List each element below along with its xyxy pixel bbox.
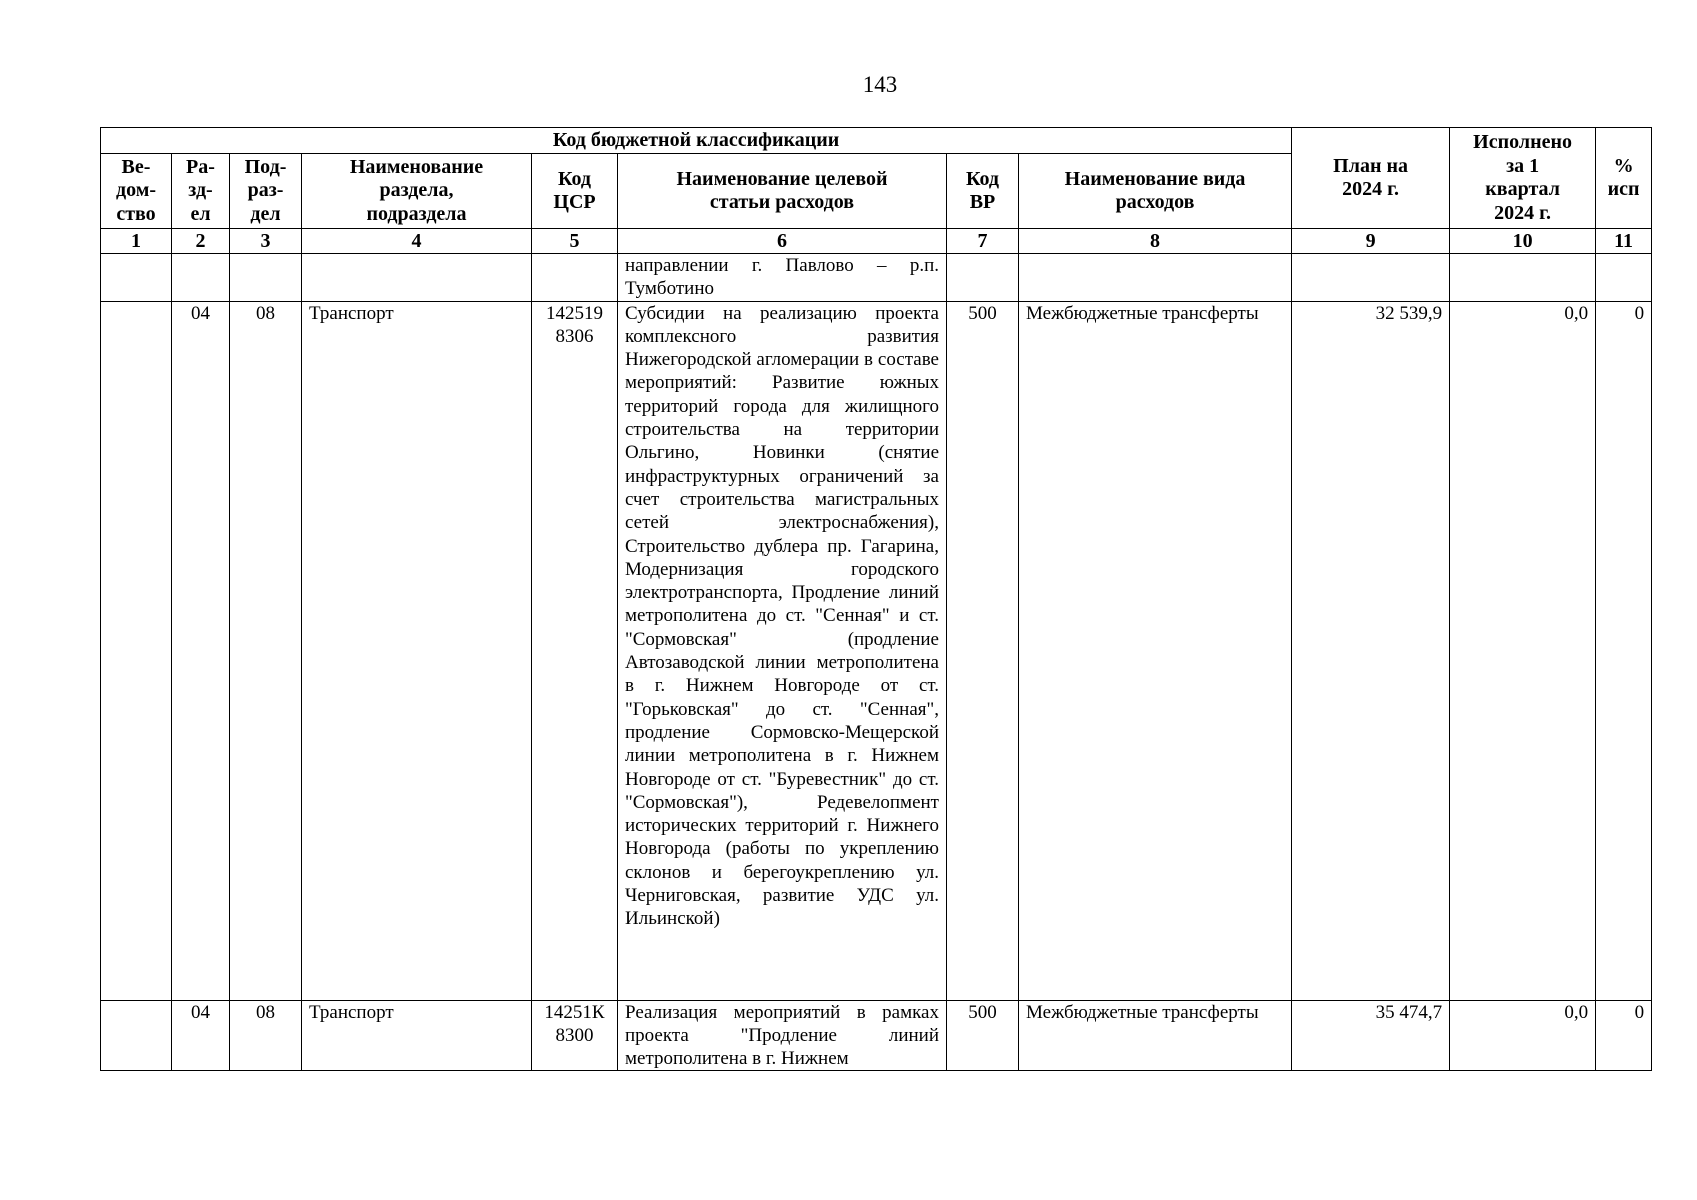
cell-executed xyxy=(1450,254,1596,302)
cell-podrazdel xyxy=(230,254,302,302)
cell-podrazdel: 08 xyxy=(230,1000,302,1071)
column-number: 9 xyxy=(1292,229,1450,254)
cell-vedomstvo xyxy=(101,254,172,302)
cell-expense-type: Межбюджетные трансферты xyxy=(1019,1000,1292,1071)
cell-percent: 0 xyxy=(1596,1000,1652,1071)
cell-csr: 14251К 8300 xyxy=(532,1000,618,1071)
header-target-name: Наименование целевой статьи расходов xyxy=(618,154,947,229)
page-number: 143 xyxy=(862,72,898,97)
cell-expense-type xyxy=(1019,254,1292,302)
header-section-name: Наименование раздела, подраздела xyxy=(302,154,532,229)
cell-target-name: Реализация мероприятий в рамках проекта "Продление линий метрополитена в г. Нижнем xyxy=(618,1000,947,1071)
header-executed: Исполнено за 1 квартал 2024 г. xyxy=(1450,128,1596,229)
cell-target-name: направлении г. Павлово – р.п. Тумботино xyxy=(618,254,947,302)
header-expense-type: Наименование вида расходов xyxy=(1019,154,1292,229)
cell-plan xyxy=(1292,254,1450,302)
header-vr: Код ВР xyxy=(947,154,1019,229)
cell-razdel: 04 xyxy=(172,301,230,1000)
table-row xyxy=(101,301,1652,1000)
cell-section-name: Транспорт xyxy=(302,1000,532,1071)
cell-executed: 0,0 xyxy=(1450,1000,1596,1071)
column-number: 6 xyxy=(618,229,947,254)
cell-vedomstvo xyxy=(101,301,172,1000)
cell-csr: 142519 8306 xyxy=(532,301,618,1000)
cell-section-name: Транспорт xyxy=(302,301,532,1000)
cell-razdel xyxy=(172,254,230,302)
header-vedomstvo: Ве- дом- ство xyxy=(101,154,172,229)
cell-vr xyxy=(947,254,1019,302)
header-percent: % исп xyxy=(1596,128,1652,229)
header-razdel: Ра- зд- ел xyxy=(172,154,230,229)
header-plan: План на 2024 г. xyxy=(1292,128,1450,229)
cell-percent xyxy=(1596,254,1652,302)
column-number: 11 xyxy=(1596,229,1652,254)
column-number: 1 xyxy=(101,229,172,254)
cell-expense-type: Межбюджетные трансферты xyxy=(1019,301,1292,1000)
cell-podrazdel: 08 xyxy=(230,301,302,1000)
column-number: 7 xyxy=(947,229,1019,254)
column-number: 5 xyxy=(532,229,618,254)
table-row xyxy=(101,254,1652,302)
cell-csr xyxy=(532,254,618,302)
budget-table xyxy=(100,127,1652,1071)
cell-executed: 0,0 xyxy=(1450,301,1596,1000)
cell-vr: 500 xyxy=(947,301,1019,1000)
cell-razdel: 04 xyxy=(172,1000,230,1071)
header-podrazdel: Под- раз- дел xyxy=(230,154,302,229)
column-number: 2 xyxy=(172,229,230,254)
header-group-title: Код бюджетной классификации xyxy=(101,128,1292,154)
column-number: 4 xyxy=(302,229,532,254)
table-row xyxy=(101,1000,1652,1071)
cell-plan: 32 539,9 xyxy=(1292,301,1450,1000)
cell-vr: 500 xyxy=(947,1000,1019,1071)
cell-percent: 0 xyxy=(1596,301,1652,1000)
cell-section-name xyxy=(302,254,532,302)
cell-plan: 35 474,7 xyxy=(1292,1000,1450,1071)
header-csr: Код ЦСР xyxy=(532,154,618,229)
cell-vedomstvo xyxy=(101,1000,172,1071)
cell-target-name: Субсидии на реализацию проекта комплексного развития Нижегородской агломерации в составе мероприятий: Развитие южных территорий города для жилищного строительства на территории Ольгино, Новинки (снятие инфраструктурных ограничений за счет строительства магистральных сетей электроснабжения), Строительство дублера пр. Гагарина, Модернизация городского электротранспорта, Продление линий метрополитена до ст. "Сенная" и ст. "Сормовская" (продление Автозаводской линии метрополитена в г. Нижнем Новгороде от ст. "Горьковская" до ст. "Сенная", продление Сормовско-Мещерской линии метрополитена в г. Нижнем Новгороде от ст. "Буревестник" до ст. "Сормовская"), Редевелопмент исторических территорий г. Нижнего Новгорода (работы по укреплению склонов и берегоукреплению ул. Черниговская, развитие УДС ул. Ильинской) xyxy=(618,301,947,1000)
column-number: 8 xyxy=(1019,229,1292,254)
column-number: 10 xyxy=(1450,229,1596,254)
column-number: 3 xyxy=(230,229,302,254)
